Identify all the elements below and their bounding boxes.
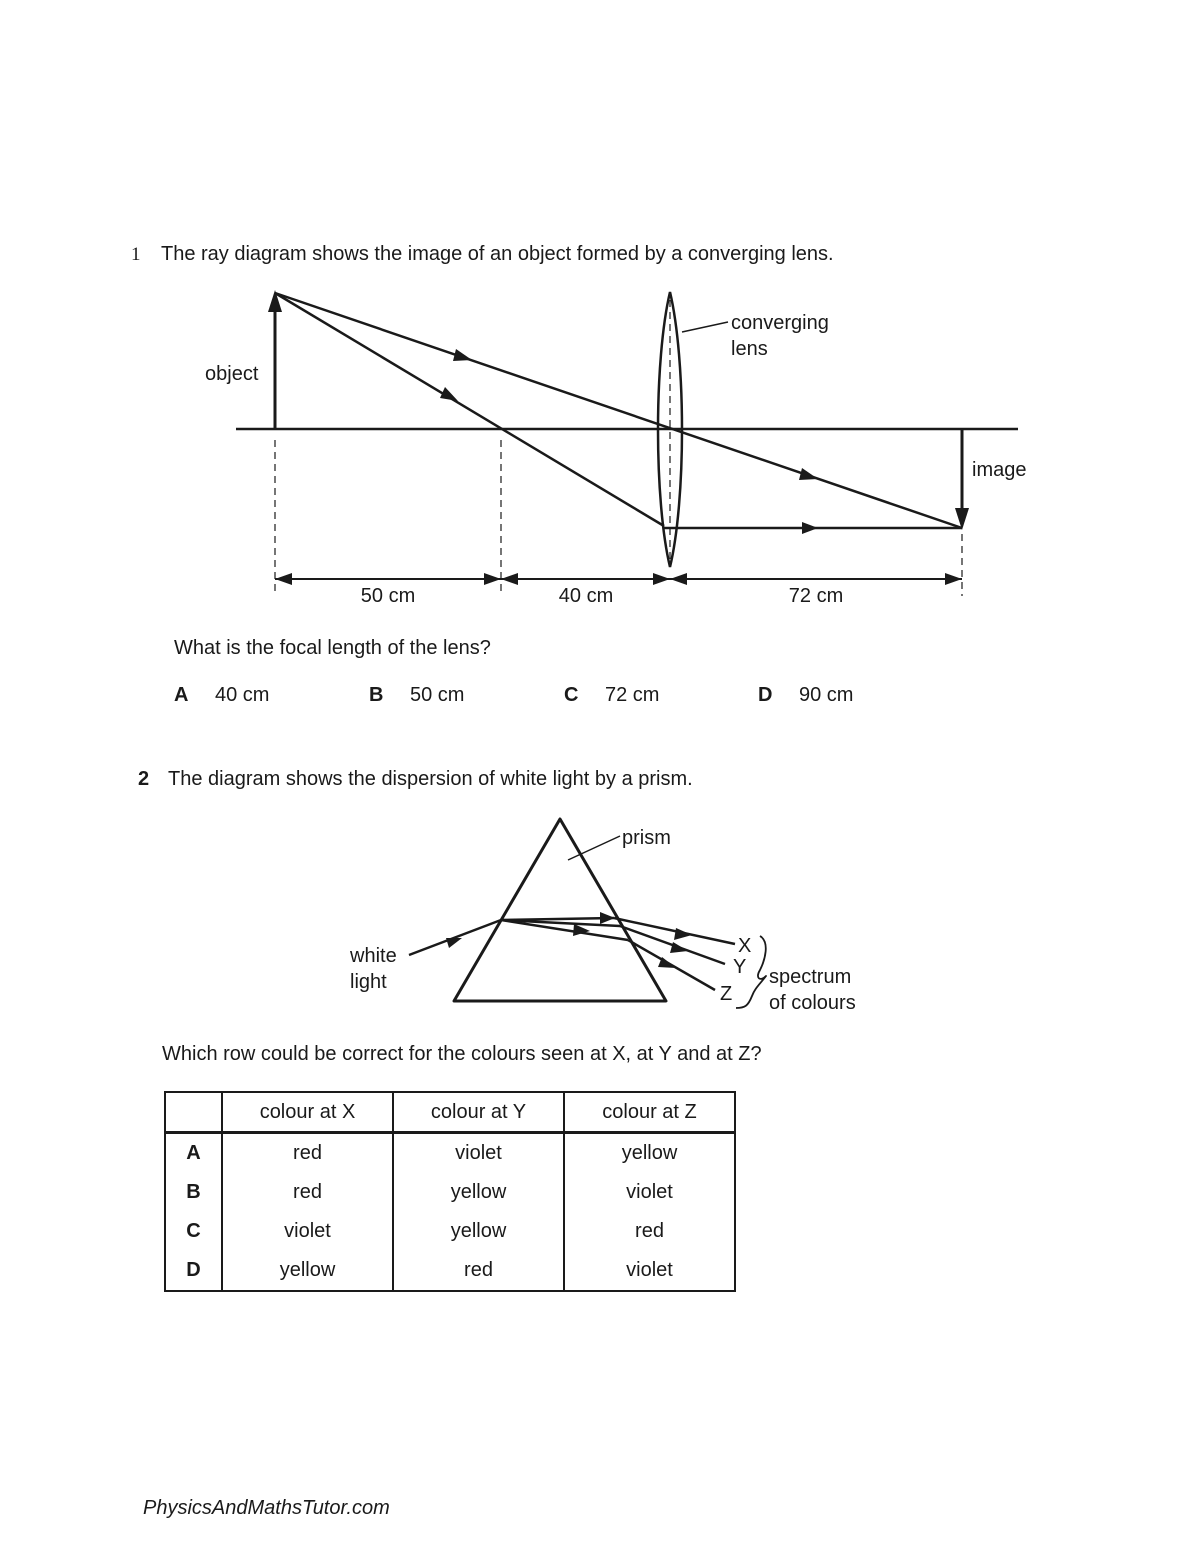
- row-label: B: [165, 1173, 222, 1212]
- ray-y-arrow: [670, 942, 688, 953]
- table-header-blank: [165, 1092, 222, 1133]
- table-header-row: [165, 1092, 735, 1133]
- question-2-number: 2: [138, 768, 150, 790]
- prism-label: prism: [622, 827, 671, 849]
- table-header-x: colour at X: [222, 1092, 393, 1133]
- ray-arrow-2: [440, 387, 458, 401]
- spectrum-label-line1: spectrum: [769, 966, 852, 988]
- question-1-prompt: What is the focal length of the lens?: [174, 637, 491, 659]
- cell-colour-z: yellow: [564, 1133, 735, 1174]
- cell-colour-y: yellow: [393, 1173, 564, 1212]
- option-a-value: 40 cm: [215, 684, 270, 706]
- inside-arrow-1: [600, 912, 615, 924]
- ray-diagram: [0, 0, 1200, 620]
- dim-arrow-6: [945, 573, 962, 585]
- footer-site-name: PhysicsAndMathsTutor.com: [143, 1497, 390, 1519]
- question-2-text: The diagram shows the dispersion of white light by a prism.: [168, 768, 693, 790]
- cell-colour-y: yellow: [393, 1212, 564, 1251]
- white-light-arrow: [446, 938, 462, 948]
- option-d-value: 90 cm: [799, 684, 854, 706]
- dim-arrow-1: [275, 573, 292, 585]
- option-c-value: 72 cm: [605, 684, 660, 706]
- table-row: [165, 1173, 735, 1212]
- question-1-number: 1: [131, 244, 141, 265]
- ray-arrow-3: [799, 468, 818, 480]
- ray-through-focus: [275, 293, 664, 526]
- option-c-letter: C: [564, 684, 579, 706]
- table-row: [165, 1212, 735, 1251]
- distance-72: 72 cm: [788, 585, 844, 607]
- label-y: Y: [733, 956, 747, 978]
- cell-colour-z: red: [564, 1212, 735, 1251]
- cell-colour-y: violet: [393, 1133, 564, 1174]
- distance-50: 50 cm: [360, 585, 416, 607]
- ray-arrow-1: [453, 349, 472, 361]
- object-arrowhead: [268, 290, 282, 312]
- question-2-prompt: Which row could be correct for the colours seen at X, at Y and at Z?: [162, 1043, 762, 1065]
- cell-colour-x: red: [222, 1173, 393, 1212]
- colours-table: [164, 1091, 736, 1292]
- ray-x-arrow: [674, 928, 692, 940]
- cell-colour-z: violet: [564, 1251, 735, 1291]
- option-d-letter: D: [758, 684, 773, 706]
- prism-diagram: [0, 800, 1200, 1030]
- dim-arrow-5: [670, 573, 687, 585]
- image-label: image: [972, 459, 1027, 481]
- cell-colour-x: red: [222, 1133, 393, 1174]
- question-1-text: The ray diagram shows the image of an object formed by a converging lens.: [161, 243, 834, 265]
- label-x: X: [738, 935, 752, 957]
- white-light-label-line1: white: [350, 945, 397, 967]
- label-z: Z: [720, 983, 733, 1005]
- option-b-value: 50 cm: [410, 684, 465, 706]
- ray-arrow-4: [802, 522, 818, 534]
- option-a-letter: A: [174, 684, 189, 706]
- ray-through-centre: [275, 293, 962, 528]
- lens-label-line1: converging: [731, 312, 829, 334]
- row-label: A: [165, 1133, 222, 1174]
- lens-label-leader: [682, 322, 728, 332]
- row-label: C: [165, 1212, 222, 1251]
- distance-40: 40 cm: [558, 585, 614, 607]
- table-row: [165, 1133, 735, 1174]
- dim-arrow-2: [484, 573, 501, 585]
- dim-arrow-3: [501, 573, 518, 585]
- dim-arrow-4: [653, 573, 670, 585]
- cell-colour-z: violet: [564, 1173, 735, 1212]
- white-light-label-line2: light: [350, 971, 387, 993]
- spectrum-label-line2: of colours: [769, 992, 856, 1014]
- option-b-letter: B: [369, 684, 384, 706]
- cell-colour-x: violet: [222, 1212, 393, 1251]
- row-label: D: [165, 1251, 222, 1291]
- table-header-z: colour at Z: [564, 1092, 735, 1133]
- object-label: object: [205, 363, 259, 385]
- table-row: [165, 1251, 735, 1291]
- cell-colour-x: yellow: [222, 1251, 393, 1291]
- lens-label-line2: lens: [731, 338, 768, 360]
- cell-colour-y: red: [393, 1251, 564, 1291]
- white-light-ray: [409, 920, 501, 955]
- table-header-y: colour at Y: [393, 1092, 564, 1133]
